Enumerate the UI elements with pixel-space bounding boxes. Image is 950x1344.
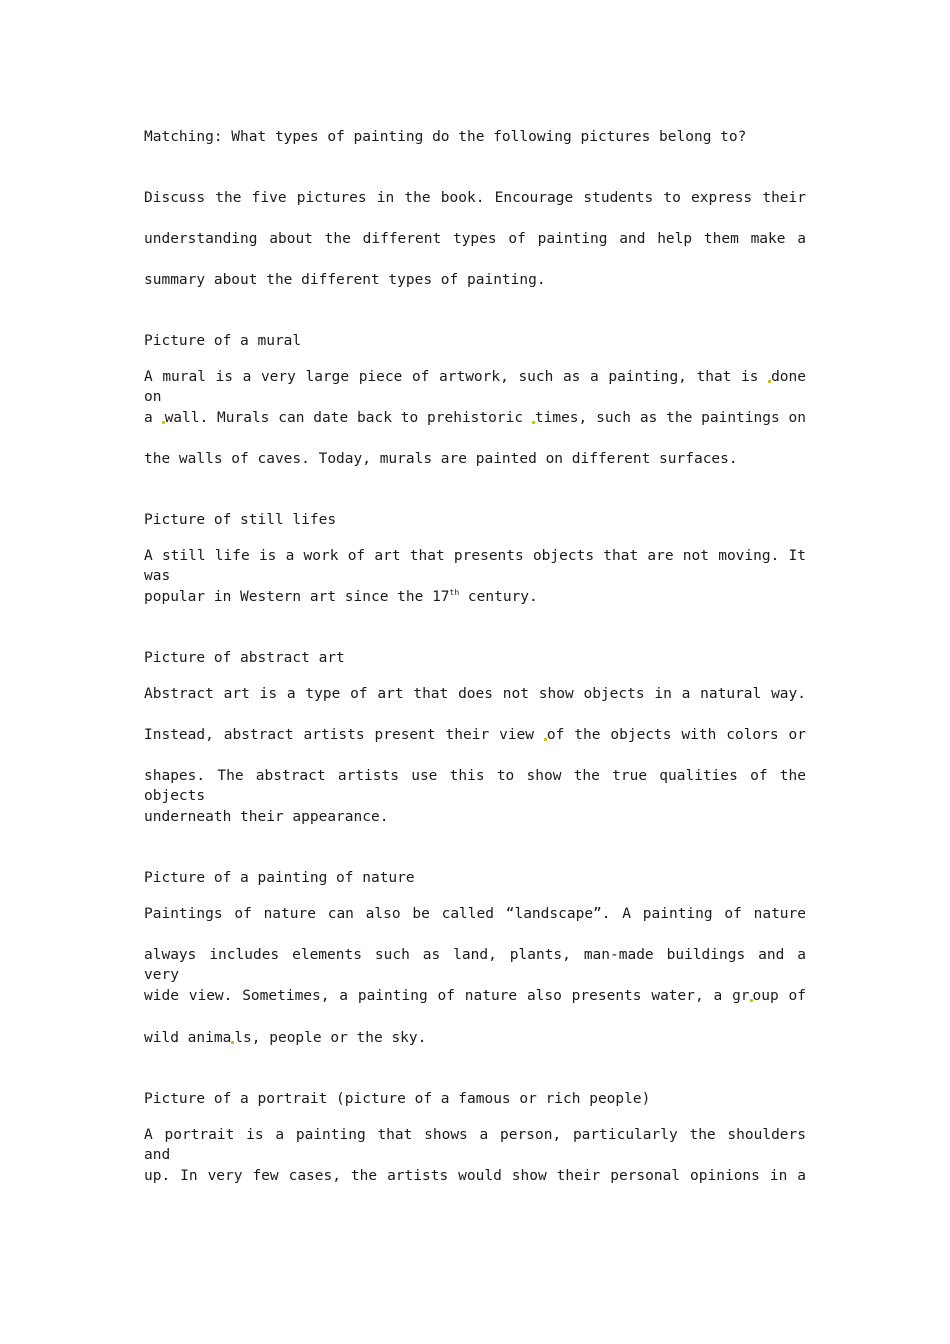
still-life-heading: Picture of still lifes (144, 512, 337, 528)
portrait-line-1: A portrait is a painting that shows a person, particularly the shoulders and (144, 1127, 806, 1163)
abstract-line-1: Abstract art is a type of art that does not show objects in a natural way. (144, 686, 806, 702)
intro-line-3: summary about the different types of painting. (144, 272, 546, 288)
nature-line-3a: wide view. Sometimes, a painting of nature also presents water, a gr (144, 988, 750, 1004)
still-life-line-2b: century. (459, 589, 538, 605)
mural-line-1a: A mural is a very large piece of artwork, such as a painting, that is (144, 369, 769, 385)
abstract-line-4: underneath their appearance. (144, 809, 389, 825)
nature-line-2: always includes elements such as land, plants, man-made buildings and a very (144, 947, 806, 983)
mural-line-1b: done on (144, 369, 806, 405)
question-line: Matching: What types of painting do the following pictures belong to? (144, 129, 747, 145)
nature-heading: Picture of a painting of nature (144, 870, 415, 886)
mural-line-2c: times, such as the paintings on (534, 410, 806, 426)
still-life-line-2 (144, 587, 538, 607)
abstract-line-2 (144, 725, 806, 745)
abstract-line-2a: Instead, abstract artists present their view (144, 727, 544, 743)
intro-line-2: understanding about the different types of painting and help them make a (144, 231, 806, 247)
mural-line-3: the walls of caves. Today, murals are painted on different surfaces. (144, 451, 738, 467)
abstract-line-3: shapes. The abstract artists use this to show the true qualities of the objects (144, 768, 806, 804)
intro-line-1: Discuss the five pictures in the book. Encourage students to express their (144, 190, 806, 206)
still-life-line-2a: popular in Western art since the 17 (144, 589, 450, 605)
nature-line-1: Paintings of nature can also be called “landscape”. A painting of nature (144, 906, 806, 922)
portrait-line-2: up. In very few cases, the artists would show their personal opinions in a (144, 1168, 806, 1184)
nature-line-4a: wild anima (144, 1030, 232, 1046)
abstract-line-2b: of the objects with colors or (546, 727, 806, 743)
nature-line-3 (144, 986, 806, 1006)
mural-heading: Picture of a mural (144, 333, 302, 349)
ordinal-suffix: th (449, 588, 460, 598)
nature-line-3b: oup of (752, 988, 806, 1004)
abstract-heading: Picture of abstract art (144, 650, 345, 666)
mural-line-2a: a (144, 410, 162, 426)
mural-line-2 (144, 408, 806, 428)
nature-line-4b: ls, people or the sky. (234, 1030, 427, 1046)
mural-line-2b: wall. Murals can date back to prehistoric (164, 410, 532, 426)
portrait-heading: Picture of a portrait (picture of a famous or rich people) (144, 1091, 651, 1107)
mural-line-1 (144, 367, 806, 407)
still-life-line-1: A still life is a work of art that presents objects that are not moving. It was (144, 548, 806, 584)
nature-line-4 (144, 1028, 426, 1048)
